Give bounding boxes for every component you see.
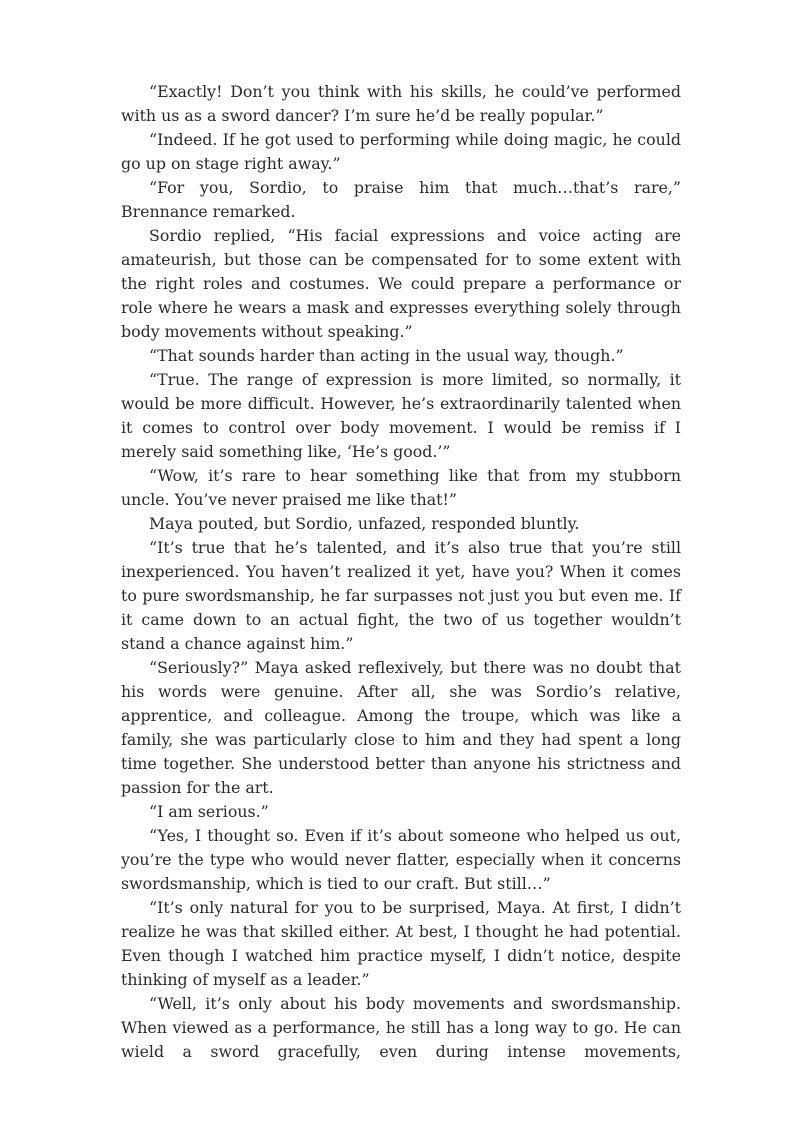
paragraph-13: “It’s only natural for you to be surprised, Maya. At first, I didn’t realize he was that skilled either. At best, I thought he had potential. Even though I watched him practice myself, I didn’t notice, despite thinking of myself as a leader.”	[121, 898, 681, 989]
paragraph-4: Sordio replied, “His facial expressions and voice acting are amateurish, but those can be compensated for to some extent with the right roles and costumes. We could prepare a performance or role where he wears a mask and expresses everything solely through body movements without speaking.”	[121, 226, 681, 341]
paragraph-14: “Well, it’s only about his body movements and swordsmanship. When viewed as a performance, he still has a long way to go. He can wield a sword gracefully, even during intense movements,	[121, 994, 681, 1061]
paragraph-10: “Seriously?” Maya asked reflexively, but there was no doubt that his words were genuine. After all, she was Sordio’s relative, apprentice, and colleague. Among the troupe, which was like a family, she was particularly close to him and they had spent a long time together. She understood better than anyone his strictness and passion for the art.	[121, 658, 681, 797]
paragraph-2: “Indeed. If he got used to performing while doing magic, he could go up on stage right away.”	[121, 130, 681, 173]
paragraph-8: Maya pouted, but Sordio, unfazed, responded bluntly.	[149, 514, 580, 533]
paragraph-1: “Exactly! Don’t you think with his skills, he could’ve performed with us as a sword dancer? I’m sure he’d be really popular.”	[121, 82, 681, 125]
paragraph-11: “I am serious.”	[149, 802, 269, 821]
paragraph-5: “That sounds harder than acting in the usual way, though.”	[149, 346, 624, 365]
paragraph-12: “Yes, I thought so. Even if it’s about someone who helped us out, you’re the type who would never flatter, especially when it concerns swordsmanship, which is tied to our craft. But still…”	[121, 826, 681, 893]
paragraph-9: “It’s true that he’s talented, and it’s also true that you’re still inexperienced. You haven’t realized it yet, have you? When it comes to pure swordsmanship, he far surpasses not just you but even me. If it came down to an actual fight, the two of us together wouldn’t stand a chance against him.”	[121, 538, 681, 653]
paragraph-3: “For you, Sordio, to praise him that much…that’s rare,” Brennance remarked.	[121, 178, 681, 221]
paragraph-7: “Wow, it’s rare to hear something like that from my stubborn uncle. You’ve never praised me like that!”	[121, 466, 681, 509]
book-page-text	[121, 80, 681, 1064]
paragraph-6: “True. The range of expression is more limited, so normally, it would be more difficult. However, he’s extraordinarily talented when it comes to control over body movement. I would be remiss if I merely said something like, ‘He’s good.’”	[121, 370, 681, 461]
